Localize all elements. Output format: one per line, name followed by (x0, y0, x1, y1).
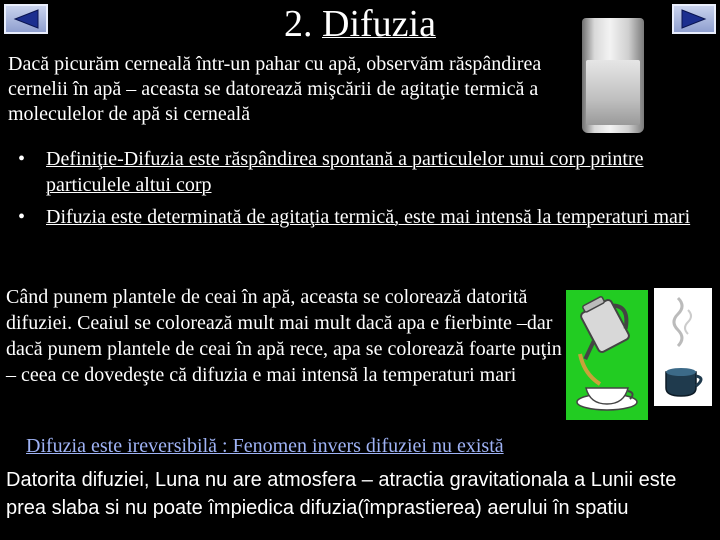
teapot-pouring-image (566, 290, 648, 420)
cup-icon (654, 288, 712, 406)
moon-atmosphere-paragraph: Datorita difuziei, Luna nu are atmosfera – atractia gravitationala a Lunii este prea slaba si nu poate împiedica difuzia(împrastierea) aerului în spatiu (6, 469, 677, 519)
title-number: 2. (284, 3, 313, 45)
bullet-marker: • (18, 148, 26, 170)
bullet-definition (8, 146, 708, 198)
definition-list (8, 146, 708, 236)
water-glass-image (582, 18, 644, 133)
intro-paragraph: Dacă picurăm cerneală într-un pahar cu apă, observăm răspândirea cernelii în apă – aceasta se datorează mişcării de agitaţie termică a moleculelor de apă si cerneală (8, 53, 542, 125)
title-text: Difuzia (322, 3, 436, 45)
bullet-text: Difuzia este determinată de agitaţia termică, este mai intensă la temperaturi mari (46, 206, 691, 228)
steaming-cup-image (654, 288, 712, 406)
bullet-marker: • (18, 206, 26, 228)
next-slide-button[interactable] (672, 4, 716, 34)
irreversibility-text: Difuzia este ireversibilă : Fenomen invers difuziei nu există (26, 435, 504, 457)
irreversibility-note (26, 433, 504, 459)
tea-paragraph: Când punem plantele de ceai în apă, aceasta se colorează datorită difuziei. Ceaiul se colorează mult mai mult dacă apa e fierbinte –dar dacă punem plantele de ceai în apă rece, apa se colorează foarte puţin – ceea ce dovedeşte că difuzia e mai intensă la temperaturi mari (6, 286, 562, 386)
bullet-thermal-agitation (8, 204, 708, 230)
ink-water (586, 60, 640, 125)
bullet-text: Definiţie-Difuzia este răspândirea spontană a particulelor unui corp printre particulele altui corp (46, 148, 644, 196)
teapot-icon (566, 290, 648, 420)
triangle-right-icon (679, 8, 709, 30)
